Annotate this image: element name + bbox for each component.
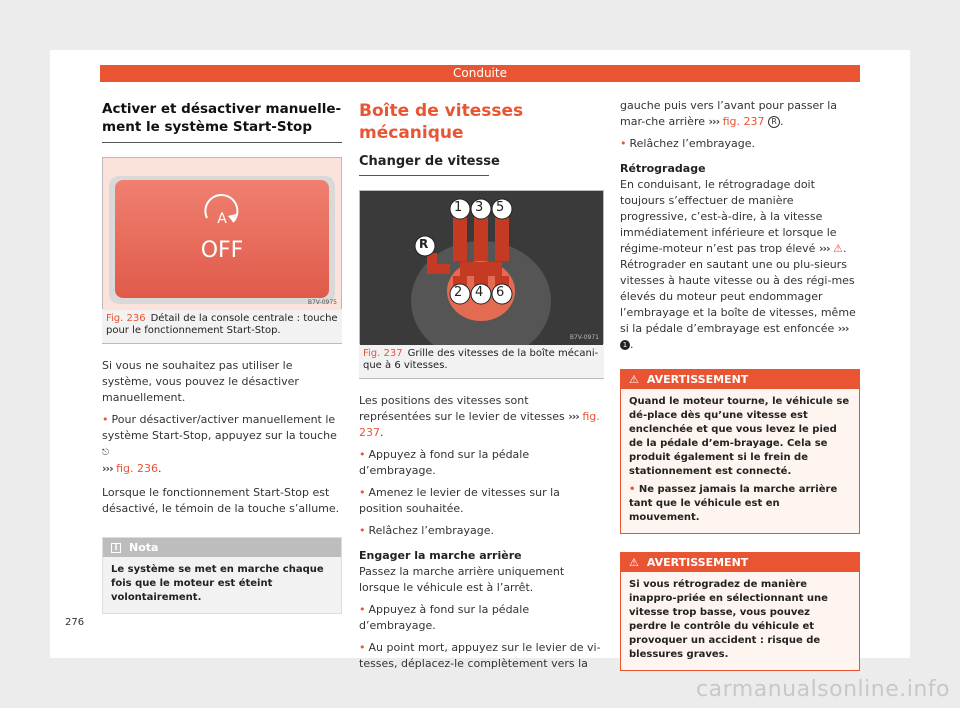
gear-6: 6 [496, 285, 505, 300]
start-stop-button-image [103, 158, 341, 310]
section-title: Boîte de vitesses mécanique [359, 101, 524, 143]
gear-4: 4 [475, 285, 484, 300]
paragraph: Si vous ne souhaitez pas utiliser le système, vous pouvez le désactiver manuellement. [102, 359, 299, 404]
subheading: Rétrogradage [620, 162, 706, 175]
gear-2: 2 [454, 285, 463, 300]
reverse-letter-badge: R [768, 116, 780, 128]
gear-reverse: R [419, 237, 429, 251]
left-column [102, 100, 342, 614]
gear-1: 1 [454, 200, 463, 215]
button-off-label: OFF [200, 238, 244, 263]
list-item: • Appuyez à fond sur la pédale d’embrayage. [359, 603, 530, 632]
figure-caption: Fig. 236 Détail de la console centrale : touche pour le fonctionnement Start-Stop. [102, 309, 342, 344]
figure-237 [359, 190, 604, 344]
left-heading: Activer et désactiver manuelle-ment le système Start-Stop [102, 101, 342, 135]
list-item: • Appuyez à fond sur la pédale d’embrayage. [359, 448, 530, 477]
right-column [620, 98, 860, 671]
warning-icon: ⚠ [629, 556, 639, 569]
figure-number: Fig. 236 [106, 313, 146, 324]
subtitle-rule [359, 175, 489, 176]
info-icon: i [111, 543, 121, 553]
paragraph: Les positions des vitesses sont représentées sur le levier de vitesses ››› fig. 237. [359, 394, 600, 439]
list-item: • Relâchez l’embrayage. [359, 524, 495, 537]
watermark: carmanualsonline.info [696, 677, 950, 702]
subheading: Engager la marche arrière [359, 549, 522, 562]
list-item: • Amenez le levier de vitesses sur la position souhaitée. [359, 486, 560, 515]
warning-header: ⚠ AVERTISSEMENT [621, 370, 859, 389]
paragraph: Passez la marche arrière uniquement lorsque le véhicule est à l’arrêt. [359, 565, 565, 594]
note-box [102, 537, 342, 614]
heading-rule [102, 142, 342, 143]
figure-number: Fig. 237 [363, 348, 403, 359]
figure-caption: Fig. 237 Grille des vitesses de la boîte mécani-que à 6 vitesses. [359, 344, 604, 379]
paragraph: En conduisant, le rétrogradage doit toujours s’effectuer de manière progressive, c’est-à-dire, à la vitesse immédiatement inférieure et lorsque le régime-moteur n’est pas trop élevé ››› ⚠. Rétrograder en sautant une ou plu-sieurs vitesses à haute vitesse ou à des régi-mes élevés du moteur peut endommager l’embrayage et la boîte de vitesses, même si la pédale d’embrayage est enfoncée ››› 1 . [620, 178, 856, 351]
page [50, 50, 910, 670]
paragraph: Lorsque le fonctionnement Start-Stop est désactivé, le témoin de la touche s’allume. [102, 486, 340, 515]
warning-body: Si vous rétrogradez de manière inappro-priée en sélectionnant une vitesse trop basse, vous pouvez perdre le contrôle du véhicule et provoquer un accident : risque de blessures graves. [629, 579, 828, 660]
subsection-title: Changer de vitesse [359, 154, 500, 169]
warning-box [620, 552, 860, 671]
button-letter: A [217, 211, 227, 227]
gear-5: 5 [496, 200, 505, 215]
warning-body: Quand le moteur tourne, le véhicule se dé-place dès qu’une vitesse est enclenchée et que vous levez le pied de la pédale d’em-brayage. Cela se produit également si le frein de stationnement est connecté. • Ne passez jamais la marche arrière tant que le véhicule est en mouvement. [629, 396, 850, 523]
figure-code: B7V-0971 [569, 334, 599, 341]
warning-header: ⚠ AVERTISSEMENT [621, 553, 859, 572]
list-item: • Ne passez jamais la marche arrière tant que le véhicule est en mouvement. [629, 484, 838, 523]
page-number: 276 [65, 617, 85, 628]
gear-pattern-arrows [460, 216, 502, 291]
figure-link[interactable]: fig. 237 [722, 115, 765, 128]
paragraph: gauche puis vers l’avant pour passer la mar-che arrière ››› fig. 237 R . [620, 99, 838, 128]
note-ref-badge[interactable]: 1 [620, 340, 630, 350]
figure-link[interactable]: fig. 237 [359, 410, 600, 439]
list-item: • Au point mort, appuyez sur le levier de vi-tesses, déplacez-le complètement vers la [359, 641, 601, 670]
note-body: Le système se met en marche chaque fois que le moteur est éteint volontairement. [111, 564, 324, 603]
warning-icon: ⚠ [629, 373, 639, 386]
section-header: Conduite [100, 65, 860, 82]
start-stop-icon: ⎋ [102, 448, 110, 458]
warning-icon[interactable]: ⚠ [833, 242, 843, 255]
warning-box [620, 369, 860, 534]
list-item: • Relâchez l’embrayage. [620, 137, 756, 150]
middle-column [359, 100, 604, 672]
figure-link[interactable]: fig. 236 [116, 462, 159, 475]
gear-3: 3 [475, 200, 484, 215]
figure-236 [102, 157, 342, 309]
figure-code: B7V-0975 [307, 299, 337, 306]
note-header: i Nota [103, 538, 341, 557]
list-item: • Pour désactiver/activer manuellement le système Start-Stop, appuyez sur la touche ⎋ ››› fig. 236. [102, 413, 337, 475]
